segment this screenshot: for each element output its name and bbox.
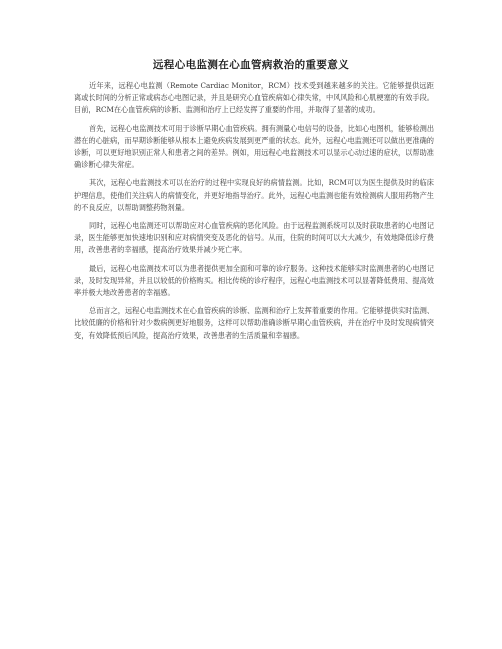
paragraph-intro: 近年来，远程心电监测（Remote Cardiac Monitor，RCM）技术受到越来越多的关注。它能够提供远距离或长时间的分析正常或病态心电图记录，并且是研究心血管疾病如心律失常，中风风险和心肌梗塞的有效手段。目前，RCM在心血管疾病的诊断、监测和治疗上已经发挥了重要的作用，并取得了显著的成功。 [74, 81, 434, 115]
paragraph-treatment-monitoring: 其次，远程心电监测技术可以在治疗的过程中实现良好的病情监测。比如，RCM可以为医生提供及时的临床护理信息，使他们关注病人的病情变化，并更好地指导治疗。此外，远程心电监测也能有效检测病人服用药物产生的不良反应，以帮助调整药物剂量。 [74, 178, 434, 212]
paragraph-service: 最后，远程心电监测技术可以为患者提供更加全面和可靠的诊疗服务。这种技术能够实时监测患者的心电图记录，及时发现异常，并且以较低的价格购买。相比传统的诊疗程序，远程心电监测技术可以显著降低费用、提高效率并极大地改善患者的幸福感。 [74, 263, 435, 298]
paragraph-risk: 同时，远程心电监测还可以帮助应对心血管疾病的恶化风险。由于远程监测系统可以及时获取患者的心电图记录，医生能够更加快速地识别和应对病情突变及恶化的信号。从而，住院的时间可以大大减少，有效地降低诊疗费用，改善患者的幸福感，提高治疗效果并减少死亡率。 [74, 221, 435, 255]
document-title: 远程心电监测在心血管病救治的重要意义 [152, 59, 350, 71]
paragraph-conclusion: 总而言之，远程心电监测技术在心血管疾病的诊断、监测和治疗上发挥着重要的作用。它能够提供实时监测、比较低廉的价格和针对少数病例更好地服务，这样可以帮助准确诊断早期心血管疾病，并在治疗中及时发现病情突变，有效降低预后风险，提高治疗效果，改善患者的生活质量和幸福感。 [74, 306, 435, 340]
paragraph-diagnosis: 首先，远程心电监测技术可用于诊断早期心血管疾病。拥有测量心电信号的设备，比如心电图机，能够检测出潜在的心脏病，而早期诊断能够从根本上避免疾病发展到更严重的状态。此外，远程心电监测还可以做出更准确的诊断，可以更好地识别正常人和患者之间的差异。例如，用远程心电监测技术可以显示心动过速的症状，以帮助准确诊断心律失常症。 [74, 123, 435, 170]
document-body [74, 80, 434, 348]
